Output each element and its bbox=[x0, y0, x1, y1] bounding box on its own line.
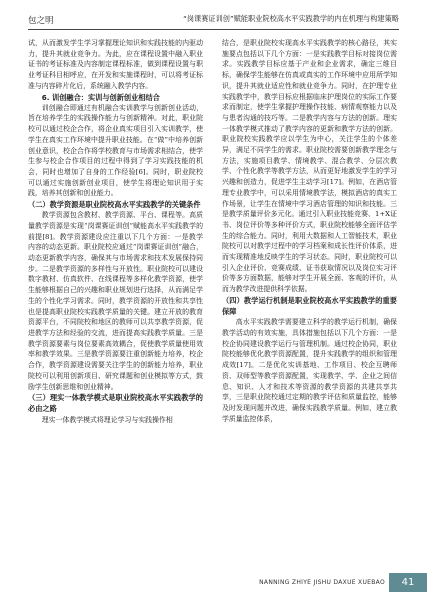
body-paragraph: 训创融合即通过有机融合实训教学与创新创业活动，旨在培养学生的实践操作能力与创新精神。对此，职业院校可以通过校企合作，将企业真实项目引入实训教学，使学生在真实工作环境中提升职业技能。在“做”中培养创新创业意识，校企合作将学校教育与市场需求相结合，使学生参与校企合作项目的过程中得到了学习实践技能的机会，同时也增加了自身的工作经验[6]。同时，职业院校可以通过实施创新创业项目，使学生将理论知识用于实践，培养其创新和创业能力。 bbox=[28, 103, 203, 198]
subsection-heading: （三）理实一体教学模式是职业院校高水平实践教学的必由之路 bbox=[28, 393, 203, 414]
right-text-column bbox=[222, 38, 397, 424]
body-paragraph: 教学资源包含教材、教学资源、平台、课程等。高质量教学资源是实现“岗课赛证训创”赋能高水平实践教学的前提[8]。教学资源建设应注重以下几个方面：一是教学内容的动态更新。职业院校应通过“岗课赛证训创”融合，动态更新教学内容，确保其与市场需求和技术发展保持同步。二是教学资源的多样性与开放性。职业院校可以建设数字教材、仿真软件、在线课程等多样化教学资源，使学生能够根据自己的兴趣和职业规划进行选择，从而满足学生的个性化学习需求。同时，教学资源的开放性和共享性也是提高职业院校实践教学质量的关键。建立开放的教育资源平台，不同院校和地区的教师可以共享教学资源，促进教学方法和经验的交流，进而提高实践教学质量。三是教学资源要素与岗位要素高效耦合，促使教学质量使用效率和教学效果。三是教学资源要注重创新能力培养，校企合作，教学资源建设需要关注学生的创新能力培养，职业院校可以利用创新项目、研究课题和创业模拟等方式，鼓励学生创新思维和创业精神。 bbox=[28, 211, 203, 391]
running-title: “岗课赛证训创”赋能职业院校高水平实践教学的内在机理与构建策略 bbox=[183, 14, 399, 23]
body-paragraph: 结合，是职业院校实现高水平实践教学的核心路径，其实施要点包括以下几个方面：一是实践教学目标对接岗位需求。实践教学目标应基于产业和企业需求，确定三维目标，确保学生能够在仿真或真实的工作环境中应用所学知识，提升其就业适应性和就业竞争力。同时，在护理专业实践教学中，教学目标应根据临床护理岗位的实际工作要求而制定，使学生掌握护理操作技能、病情观察能力以及与患者沟通的技巧等。二是教学内容与方法的创新。理实一体教学模式推动了教学内容的更新和教学方法的创新。职业院校实践教学应以学生为中心，关注学生的个体差异，满足不同学生的需求。职业院校需要创新教学理念与方法，实施项目教学、情境教学、混合教学、分层次教学、个性化教学等教学方法，从而更好地激发学生的学习兴趣和创造力，促进学生主动学习[17]。例如，在酒店管理专业教学中，可以采用情境教学法，模拟酒店的真实工作场景，让学生在情境中学习酒店管理的知识和技能。三是教学质量评价多元化。通过引入职业技能竞赛、1+X证书、岗位评价等多种评价方式，职业院校能够全面评估学生的综合能力。同时，利用大数据和人工智能技术，职业院校可以对教学过程中的学习档案和成长性评价体系，进而实现精准地反映学生的学习状态。同时，职业院校可以引入企业评价、竞赛成绩、证书获取情况以及岗位实习评价等多方面数据，能够对学生开展全面、客观的评价，从而为教学改进提供科学依据。 bbox=[222, 39, 397, 294]
body-paragraph: 理实一体教学模式将理论学习与实践操作相 bbox=[41, 415, 173, 424]
subsection-heading: （二）教学资源是职业院校高水平实践教学的关键条件 bbox=[28, 200, 201, 210]
subsection-heading: （四）教学运行机制是职业院校高水平实践教学的重要保障 bbox=[222, 295, 397, 317]
page-number: 41 bbox=[389, 573, 427, 592]
journal-name-footer: NANNING ZHIYE JISHU DAXUE XUEBAO bbox=[259, 579, 385, 586]
header-divider bbox=[28, 29, 399, 30]
left-text-column bbox=[28, 38, 203, 425]
body-paragraph: 试，从而激发学生学习掌握理论知识和实践技能的内驱动力，提升其就业竞争力。为此，应在课程设置中融入职业证书的考证标准及内容制定课程标准，做到课程设置与职业考证科目相呼应，在开发和实施课程时，可以将考证标准与内容碎片化后，系统融入教学内容。 bbox=[28, 39, 203, 90]
page-header bbox=[28, 14, 399, 30]
author-name: 包之明 bbox=[28, 16, 54, 26]
section-heading: 6. 训创融合：实训与创新创业相结合 bbox=[41, 92, 160, 102]
body-paragraph: 高水平实践教学需要建立科学的教学运行机制，确保教学活动的有效实施，具体措施包括以下几个方面：一是校企协同建设教学运行与管理机制。通过校企协同，职业院校能够优化教学资源配置，提升实践教学的组织和管理成效[17]。二是优化实训基地、工作项目、校企互聘师资、双师型等教学资源配置，实现教学、学、企业之间信息、知识、人才和技术等资源的教学资源的共建共享共享，三是职业院校通过定期的教学评估和质量监控，能够及时发现问题并改进，确保实践教学质量。例如，建立教学质量监控体系， bbox=[222, 318, 397, 423]
